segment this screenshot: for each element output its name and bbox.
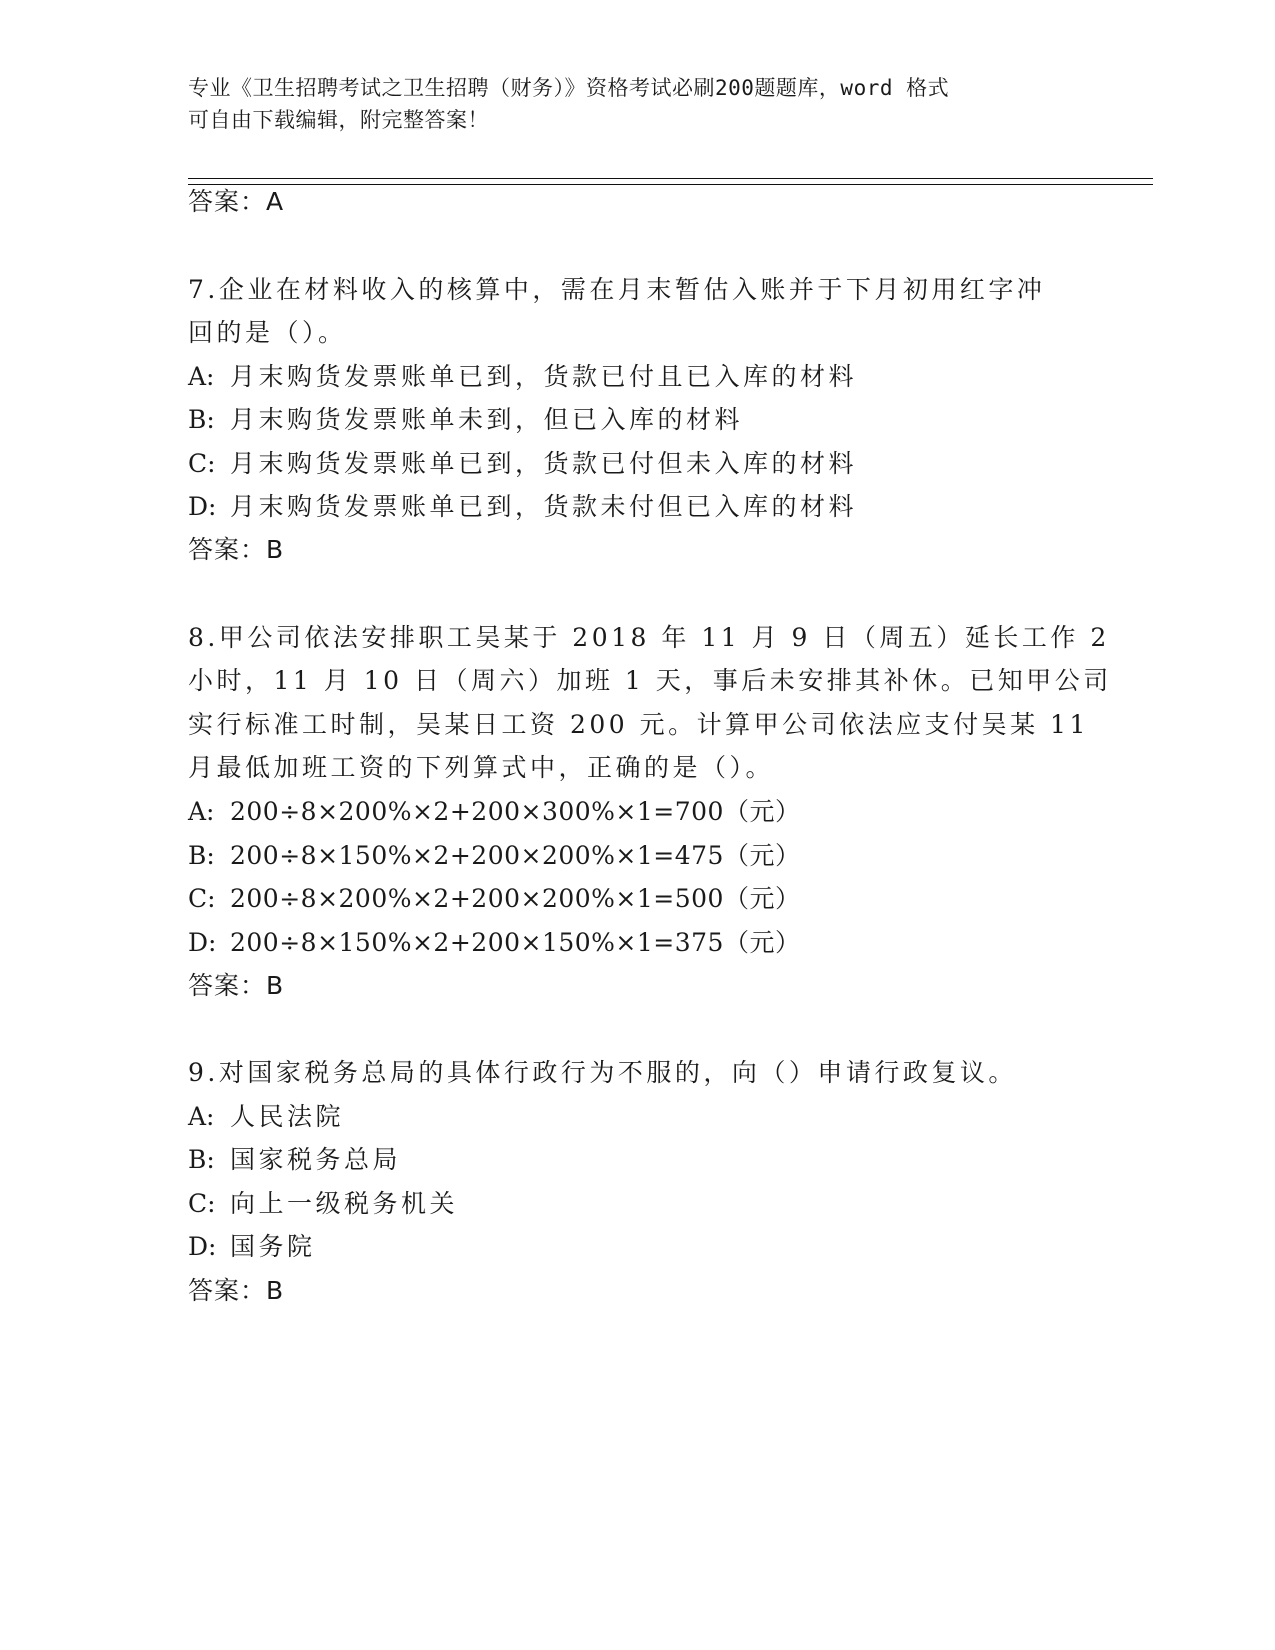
header-divider-top bbox=[188, 178, 1153, 179]
option-key: B: bbox=[188, 1145, 215, 1174]
question-7-line-2: 回的是（）。 bbox=[188, 318, 347, 347]
header-line-2: 可自由下载编辑，附完整答案！ bbox=[188, 108, 489, 132]
question-7-option-d bbox=[188, 491, 857, 523]
question-8-option-c bbox=[188, 883, 800, 915]
question-9-option-d bbox=[188, 1231, 316, 1263]
question-9-option-a bbox=[188, 1101, 344, 1133]
question-7-option-c bbox=[188, 448, 857, 480]
option-key: D: bbox=[188, 492, 217, 521]
header-divider-bottom bbox=[188, 184, 1153, 185]
question-9-option-b bbox=[188, 1144, 401, 1176]
option-key: B: bbox=[188, 841, 215, 870]
question-8-answer: 答案：B bbox=[188, 971, 285, 1000]
option-text: 200÷8×150%×2+200×200%×1=475（元） bbox=[230, 841, 801, 870]
question-8-option-d bbox=[188, 927, 800, 959]
question-8-option-a bbox=[188, 796, 800, 828]
option-key: B: bbox=[188, 405, 215, 434]
option-key: C: bbox=[188, 449, 216, 478]
question-7-line-1: 7.企业在材料收入的核算中，需在月末暂估入账并于下月初用红字冲 bbox=[188, 275, 1046, 304]
option-text: 国务院 bbox=[230, 1232, 316, 1261]
question-8-line-1: 8.甲公司依法安排职工吴某于 2018 年 11 月 9 日（周五）延长工作 2 bbox=[188, 623, 1110, 652]
question-7-answer: 答案：B bbox=[188, 535, 285, 564]
option-text: 人民法院 bbox=[230, 1102, 345, 1131]
question-9-answer: 答案：B bbox=[188, 1276, 285, 1305]
option-text: 200÷8×200%×2+200×200%×1=500（元） bbox=[230, 884, 801, 913]
option-text: 200÷8×200%×2+200×300%×1=700（元） bbox=[230, 797, 801, 826]
option-text: 月末购货发票账单未到，但已入库的材料 bbox=[230, 405, 744, 434]
question-8-line-3: 实行标准工时制，吴某日工资 200 元。计算甲公司依法应支付吴某 11 bbox=[188, 710, 1089, 739]
option-key: D: bbox=[188, 928, 217, 957]
previous-answer: 答案：A bbox=[188, 187, 285, 216]
option-key: A: bbox=[188, 362, 215, 391]
option-key: C: bbox=[188, 884, 216, 913]
option-text: 向上一级税务机关 bbox=[230, 1189, 459, 1218]
question-8-line-4: 月最低加班工资的下列算式中，正确的是（）。 bbox=[188, 753, 775, 782]
question-7-option-a bbox=[188, 361, 857, 393]
option-text: 200÷8×150%×2+200×150%×1=375（元） bbox=[230, 928, 801, 957]
header-line-1: 专业《卫生招聘考试之卫生招聘（财务）》资格考试必刷200题题库，word 格式 bbox=[188, 76, 950, 100]
question-8-line-2: 小时，11 月 10 日（周六）加班 1 天，事后未安排其补休。已知甲公司 bbox=[188, 666, 1112, 695]
question-7-option-b bbox=[188, 404, 743, 436]
document-header bbox=[188, 72, 1088, 136]
option-key: D: bbox=[188, 1232, 217, 1261]
option-key: C: bbox=[188, 1189, 216, 1218]
question-9-line-1: 9.对国家税务总局的具体行政行为不服的，向（）申请行政复议。 bbox=[188, 1058, 1017, 1087]
option-text: 月末购货发票账单已到，货款已付且已入库的材料 bbox=[230, 362, 858, 391]
question-8-option-b bbox=[188, 840, 800, 872]
option-key: A: bbox=[188, 1102, 215, 1131]
option-text: 国家税务总局 bbox=[230, 1145, 402, 1174]
option-text: 月末购货发票账单已到，货款已付但未入库的材料 bbox=[230, 449, 858, 478]
question-9-option-c bbox=[188, 1188, 458, 1220]
option-key: A: bbox=[188, 797, 215, 826]
option-text: 月末购货发票账单已到，货款未付但已入库的材料 bbox=[230, 492, 858, 521]
